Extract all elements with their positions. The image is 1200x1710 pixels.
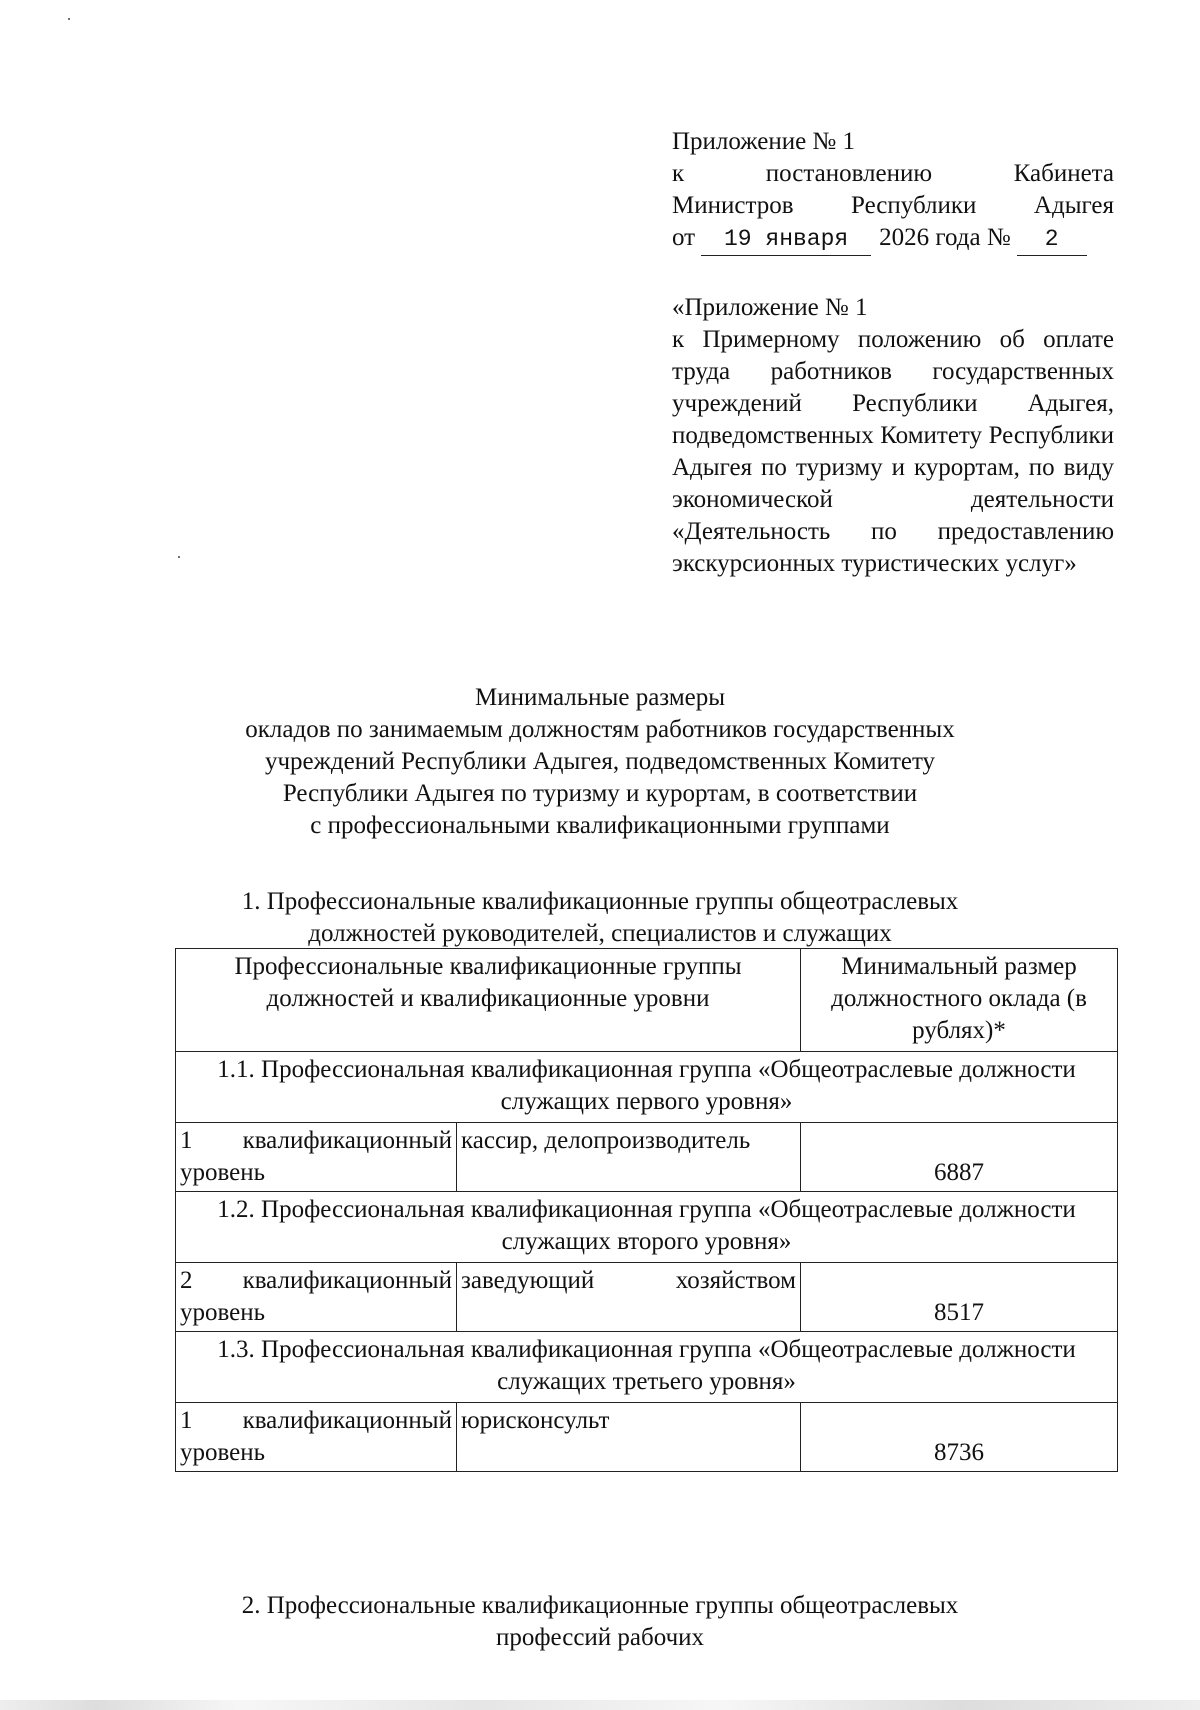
salary-cell: 8736: [801, 1403, 1118, 1472]
group-title-row: [176, 1332, 1118, 1403]
level-cell: [176, 1403, 457, 1472]
group-title-cell: 1.1. Профессиональная квалификационная группа «Общеотраслевые должности служащих первого уровня»: [176, 1052, 1118, 1123]
group-title-cell: 1.3. Профессиональная квалификационная группа «Общеотраслевые должности служащих третьего уровня»: [176, 1332, 1118, 1403]
appendix-line-3: [672, 190, 1114, 222]
section-1-heading: [170, 886, 1030, 950]
title-line: окладов по занимаемым должностям работников государственных: [245, 716, 955, 743]
positions-cell: юрисконсульт: [457, 1403, 801, 1472]
appendix-word: Министров: [672, 192, 794, 219]
positions-cell: [457, 1263, 801, 1332]
date-prefix: от: [672, 224, 696, 251]
appendix-header: [672, 126, 1114, 256]
appendix-line-2: [672, 158, 1114, 190]
sub-appendix: [672, 292, 1114, 580]
level-number: 1: [180, 1407, 193, 1434]
level-cell: [176, 1263, 457, 1332]
title-line: учреждений Республики Адыгея, подведомственных Комитету: [264, 748, 936, 775]
level-cell: [176, 1123, 457, 1192]
appendix-title: Приложение № 1: [672, 128, 856, 155]
level-number: 2: [180, 1267, 193, 1294]
date-day-field: 19 января: [701, 223, 871, 256]
level-tail: уровень: [180, 1299, 266, 1326]
appendix-word: Республики: [851, 192, 977, 219]
salary-cell: 6887: [801, 1123, 1118, 1192]
document-number-field: 2: [1017, 223, 1087, 256]
level-word: квалификационный: [242, 1407, 452, 1434]
scan-speck: [178, 556, 180, 558]
salary-cell: 8517: [801, 1263, 1118, 1332]
title-line: с профессиональными квалификационными группами: [310, 812, 890, 839]
section-heading-line: 1. Профессиональные квалификационные группы общеотраслевых: [241, 888, 959, 915]
salary-table: [175, 948, 1118, 1472]
level-word: квалификационный: [242, 1267, 452, 1294]
table-row: [176, 1403, 1118, 1472]
scan-speck: [68, 18, 70, 20]
sub-appendix-text: к Примерному положению об оплате труда работников государственных учреждений Республики Адыгея, подведомственных Комитету Республики Адыгея по туризму и курортам, по виду экономической деятельности «Деятельность по предоставлению экскурсионных туристических услуг»: [672, 326, 1114, 577]
section-2-heading: [170, 1590, 1030, 1654]
document-title: [170, 682, 1030, 842]
group-title-row: [176, 1052, 1118, 1123]
table-row: [176, 1263, 1118, 1332]
appendix-word: Кабинета: [1013, 160, 1115, 187]
date-year: 2026 года №: [879, 224, 1011, 251]
header-cell-salary: Минимальный размер должностного оклада (в рублях)*: [801, 949, 1118, 1052]
scan-edge: [0, 1700, 1200, 1710]
level-number: 1: [180, 1127, 193, 1154]
section-heading-line: профессий рабочих: [495, 1624, 705, 1651]
positions-cell: кассир, делопроизводитель: [457, 1123, 801, 1192]
table-row: [176, 1123, 1118, 1192]
level-tail: уровень: [180, 1159, 266, 1186]
table-header-row: [176, 949, 1118, 1052]
level-tail: уровень: [180, 1439, 266, 1466]
group-title-cell: 1.2. Профессиональная квалификационная группа «Общеотраслевые должности служащих второго уровня»: [176, 1192, 1118, 1263]
positions-text: заведующий хозяйством: [461, 1267, 797, 1294]
group-title-row: [176, 1192, 1118, 1263]
level-word: квалификационный: [242, 1127, 452, 1154]
header-cell-groups: Профессиональные квалификационные группы должностей и квалификационные уровни: [176, 949, 801, 1052]
sub-appendix-title: «Приложение № 1: [672, 294, 868, 321]
section-heading-line: должностей руководителей, специалистов и служащих: [308, 920, 892, 947]
appendix-word: к: [672, 160, 685, 187]
appendix-date-line: [672, 222, 1114, 256]
title-line: Республики Адыгея по туризму и курортам, в соответствии: [282, 780, 918, 807]
appendix-word: Адыгея: [1033, 192, 1115, 219]
appendix-word: постановлению: [765, 160, 933, 187]
title-line: Минимальные размеры: [474, 684, 726, 711]
section-heading-line: 2. Профессиональные квалификационные группы общеотраслевых: [241, 1592, 959, 1619]
